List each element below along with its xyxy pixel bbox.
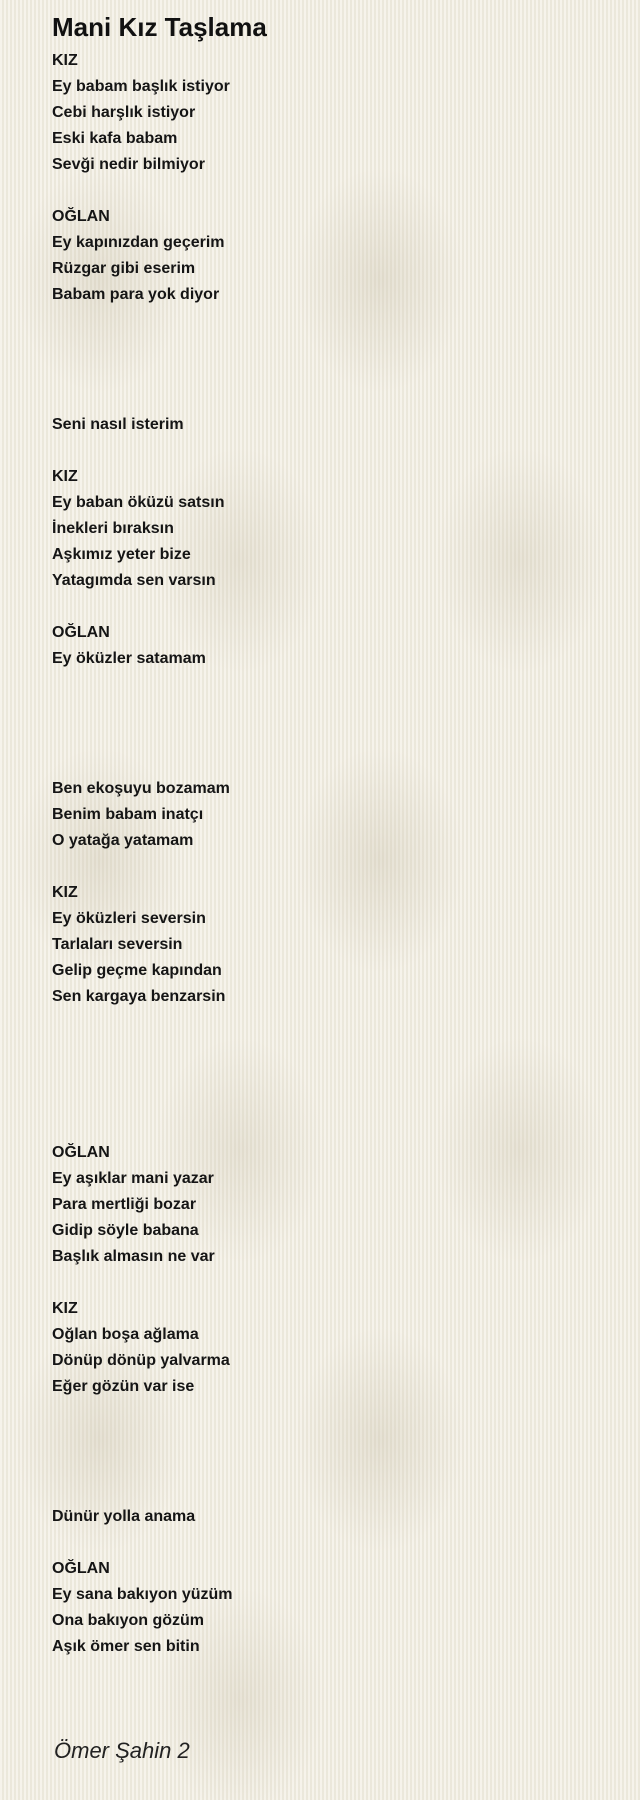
poem-line: Seni nasıl isterim <box>52 416 184 433</box>
poem-blank-line <box>52 1400 612 1426</box>
poem-line: Yatagımda sen varsın <box>52 572 216 589</box>
poem-line: Rüzgar gibi eserim <box>52 260 196 277</box>
poem-line: O yatağa yatamam <box>52 832 194 849</box>
poem-line: Gidip söyle babana <box>52 1222 199 1239</box>
poem-blank-line <box>52 698 612 724</box>
poem-blank-line <box>52 334 612 360</box>
poem-blank-line <box>52 1062 612 1088</box>
poem-blank-line <box>52 854 612 880</box>
poem-blank-line <box>52 360 612 386</box>
poem-body <box>52 48 612 1660</box>
poem-line: Sen kargaya benzarsin <box>52 988 226 1005</box>
poem-line: Ben ekoşuyu bozamam <box>52 780 230 797</box>
poem-line: Ey öküzler satamam <box>52 650 206 667</box>
poem-blank-line <box>52 1114 612 1140</box>
poem-line: Cebi harşlık istiyor <box>52 104 196 121</box>
poem-author: Ömer Şahin 2 <box>54 1738 190 1763</box>
poem-line: Aşkımız yeter bize <box>52 546 191 563</box>
poem-blank-line <box>52 1452 612 1478</box>
poem-blank-line <box>52 308 612 334</box>
poem-line: Ey babam başlık istiyor <box>52 78 230 95</box>
poem-line: OĞLAN <box>52 1560 110 1577</box>
poem-blank-line <box>52 1530 612 1556</box>
poem-blank-line <box>52 1478 612 1504</box>
poem-line: Benim babam inatçı <box>52 806 204 823</box>
poem-line: OĞLAN <box>52 208 110 225</box>
poem-blank-line <box>52 386 612 412</box>
poem-line: Gelip geçme kapından <box>52 962 222 979</box>
poem-line: Ey baban öküzü satsın <box>52 494 225 511</box>
poem-title: Mani Kız Taşlama <box>52 12 267 42</box>
poem-line: Tarlaları seversin <box>52 936 183 953</box>
poem-line: Aşık ömer sen bitin <box>52 1638 200 1655</box>
poem-line: KIZ <box>52 52 78 69</box>
poem-blank-line <box>52 178 612 204</box>
poem-line: KIZ <box>52 1300 78 1317</box>
poem-line: Para mertliği bozar <box>52 1196 197 1213</box>
poem-line: Babam para yok diyor <box>52 286 220 303</box>
poem-blank-line <box>52 1088 612 1114</box>
poem-line: Ona bakıyon gözüm <box>52 1612 205 1629</box>
poem-line: Dönüp dönüp yalvarma <box>52 1352 230 1369</box>
poem-page <box>52 0 612 1660</box>
poem-line: Ey kapınızdan geçerim <box>52 234 225 251</box>
poem-blank-line <box>52 750 612 776</box>
poem-line: İnekleri bıraksın <box>52 520 174 537</box>
poem-line: Eski kafa babam <box>52 130 178 147</box>
poem-line: KIZ <box>52 468 78 485</box>
poem-line: Ey öküzleri seversin <box>52 910 206 927</box>
poem-line: OĞLAN <box>52 624 110 641</box>
poem-line: Eğer gözün var ise <box>52 1378 195 1395</box>
poem-blank-line <box>52 672 612 698</box>
poem-blank-line <box>52 1270 612 1296</box>
poem-line: Ey aşıklar mani yazar <box>52 1170 214 1187</box>
poem-line: Oğlan boşa ağlama <box>52 1326 199 1343</box>
poem-blank-line <box>52 1036 612 1062</box>
poem-line: Başlık almasın ne var <box>52 1248 215 1265</box>
poem-line: OĞLAN <box>52 1144 110 1161</box>
poem-blank-line <box>52 594 612 620</box>
poem-line: KIZ <box>52 884 78 901</box>
poem-blank-line <box>52 1426 612 1452</box>
poem-line: Dünür yolla anama <box>52 1508 196 1525</box>
poem-line: Sevği nedir bilmiyor <box>52 156 205 173</box>
poem-blank-line <box>52 724 612 750</box>
poem-blank-line <box>52 438 612 464</box>
poem-blank-line <box>52 1010 612 1036</box>
poem-line: Ey sana bakıyon yüzüm <box>52 1586 233 1603</box>
